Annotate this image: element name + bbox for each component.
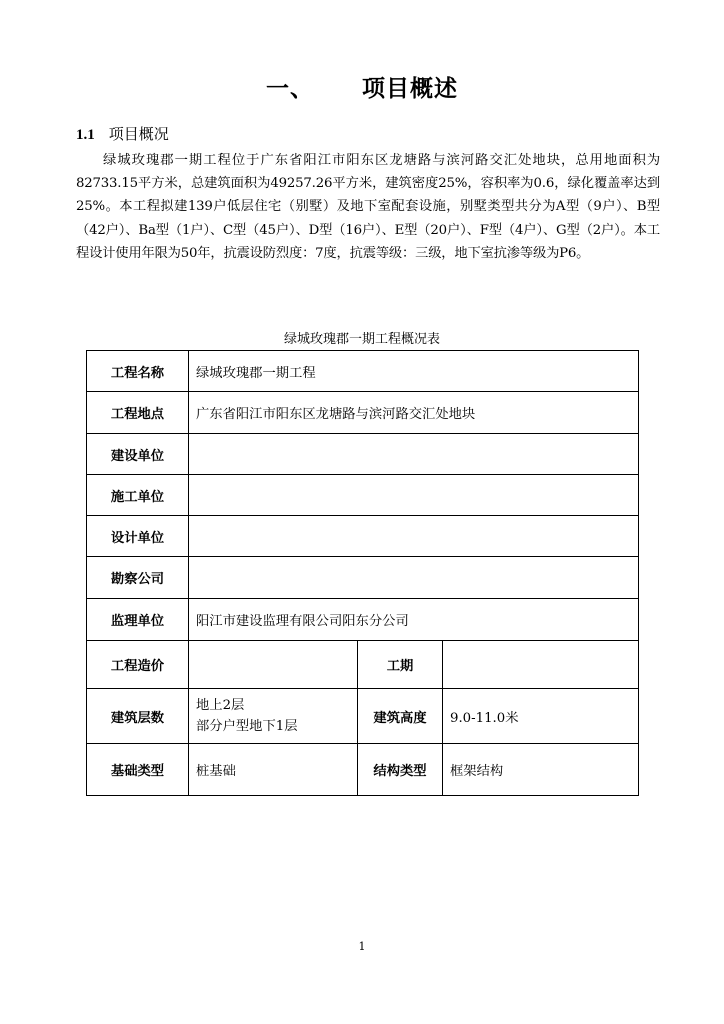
- row-value: 阳江市建设监理有限公司阳东分公司: [189, 599, 639, 641]
- section-heading: [76, 123, 169, 144]
- floors-below: 部分户型地下1层: [196, 719, 298, 734]
- table-row: [87, 516, 639, 557]
- table-row: [87, 689, 639, 744]
- row-label: 设计单位: [87, 516, 189, 557]
- section-number: 1.1: [76, 127, 95, 143]
- row-value: [189, 516, 639, 557]
- row-label: 工程名称: [87, 351, 189, 392]
- section-title: 项目概况: [108, 125, 169, 143]
- page-number: 1: [358, 940, 366, 953]
- row-value: 绿城玫瑰郡一期工程: [189, 351, 639, 392]
- table-row: [87, 744, 639, 796]
- row-label: 施工单位: [87, 475, 189, 516]
- row-value: 广东省阳江市阳东区龙塘路与滨河路交汇处地块: [189, 392, 639, 434]
- project-overview-table: [86, 350, 639, 796]
- table-row: [87, 557, 639, 599]
- row-label: 勘察公司: [87, 557, 189, 599]
- heading-number: 一、: [266, 76, 314, 102]
- row-value: [189, 689, 358, 744]
- row-label: 建筑层数: [87, 689, 189, 744]
- row-value: 框架结构: [443, 744, 639, 796]
- row-label: 建设单位: [87, 434, 189, 475]
- row-value: [189, 434, 639, 475]
- row-value: [189, 641, 358, 689]
- table-row: [87, 641, 639, 689]
- overview-paragraph: 绿城玫瑰郡一期工程位于广东省阳江市阳东区龙塘路与滨河路交汇处地块，总用地面积为82733.15平方米，总建筑面积为49257.26平方米，建筑密度25%，容积率为0.6，绿化覆盖率达到25%。本工程拟建139户低层住宅（别墅）及地下室配套设施，别墅类型共分为A型（9户）、B型（42户）、Ba型（1户）、C型（45户）、D型（16户）、E型（20户）、F型（4户）、G型（2户）。本工程设计使用年限为50年，抗震设防烈度：7度，抗震等级：三级，地下室抗渗等级为P6。: [76, 153, 660, 261]
- table-row: [87, 351, 639, 392]
- row-label: 工程地点: [87, 392, 189, 434]
- table-caption: 绿城玫瑰郡一期工程概况表: [283, 332, 440, 347]
- table-row: [87, 475, 639, 516]
- row-label: 工程造价: [87, 641, 189, 689]
- row-value: [189, 475, 639, 516]
- table-row: [87, 599, 639, 641]
- table-row: [87, 392, 639, 434]
- row-value: [189, 557, 639, 599]
- row-value: [443, 641, 639, 689]
- row-label: 基础类型: [87, 744, 189, 796]
- heading-title: 项目概述: [362, 76, 458, 102]
- row-value: 桩基础: [189, 744, 358, 796]
- row-label: 建筑高度: [358, 689, 443, 744]
- floors-above: 地上2层: [196, 698, 245, 713]
- row-label: 监理单位: [87, 599, 189, 641]
- page-title: [0, 70, 724, 103]
- row-label: 工期: [358, 641, 443, 689]
- row-value: 9.0-11.0米: [443, 689, 639, 744]
- table-row: [87, 434, 639, 475]
- row-label: 结构类型: [358, 744, 443, 796]
